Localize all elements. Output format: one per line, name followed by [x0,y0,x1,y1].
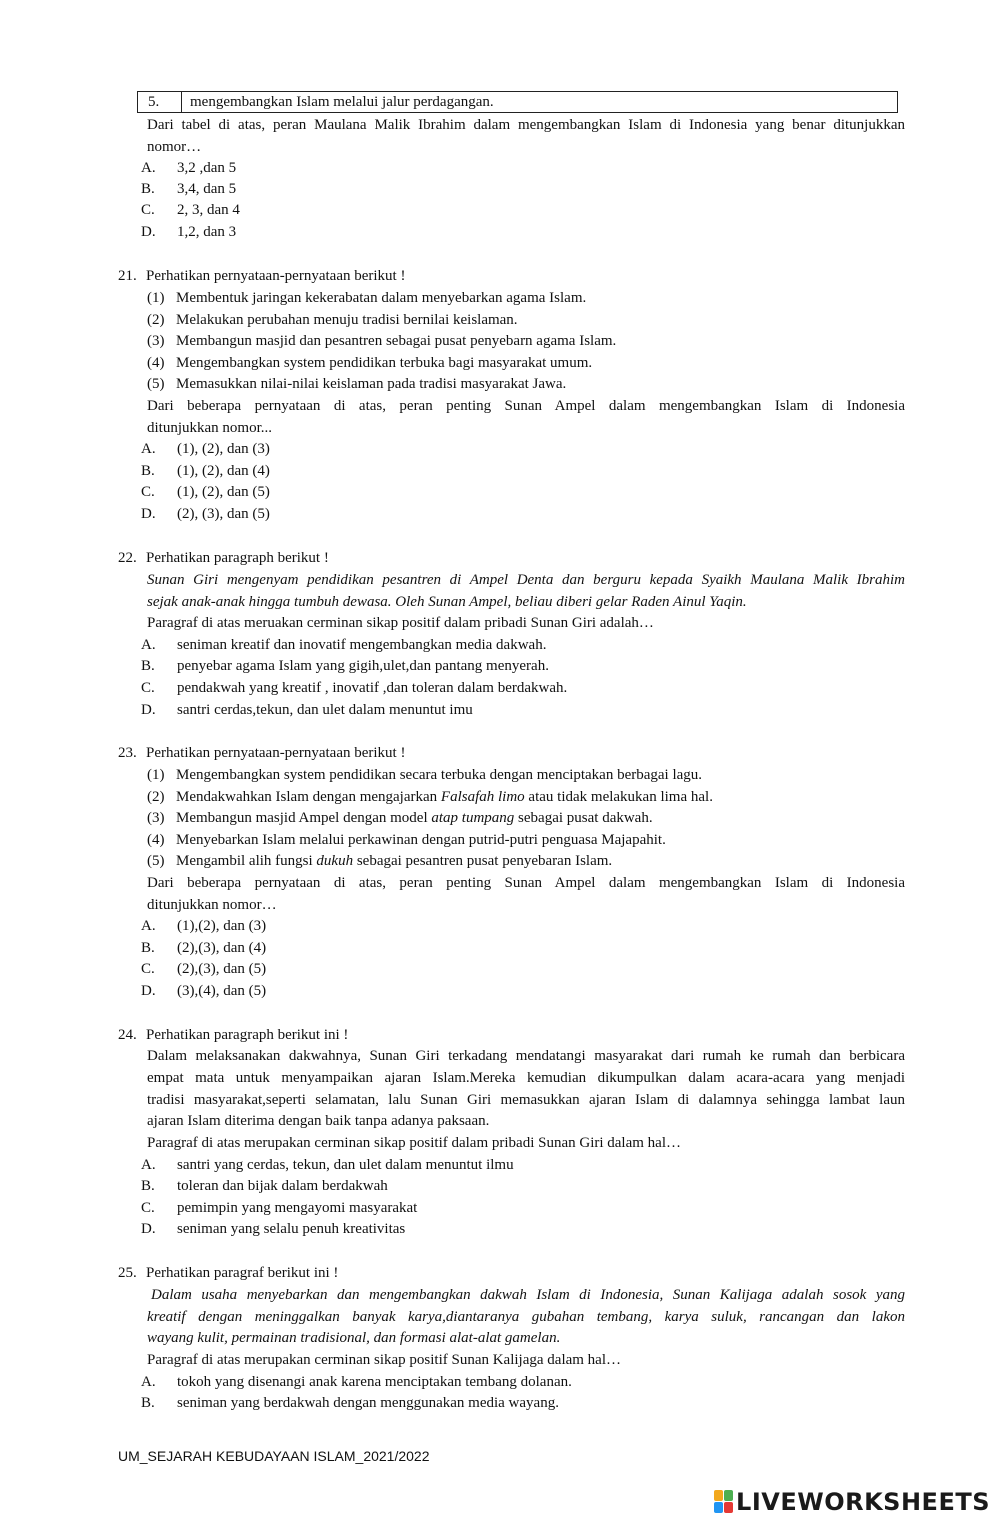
q22-option-c[interactable]: C. pendakwah yang kreatif , inovatif ,dan toleran dalam berdakwah. [141,680,568,696]
q21-statement: (1) Membentuk jaringan kekerabatan dalam menyebarkan agama Islam. [147,290,587,306]
table-row-text: mengembangkan Islam melalui jalur perdagangan. [190,93,494,110]
q23-option-d[interactable]: D. (3),(4), dan (5) [141,983,267,999]
brand-text: LIVEWORKSHEETS [736,1488,990,1516]
table-row-number: 5. [138,92,182,112]
q20-option-a[interactable]: A. 3,2 ,dan 5 [141,160,237,176]
q21-stem-line2: ditunjukkan nomor... [147,420,272,436]
q21-option-a[interactable]: A. (1), (2), dan (3) [141,441,270,457]
q23-statement: (3) Membangun masjid Ampel dengan model atap tumpang sebagai pusat dakwah. [147,810,653,826]
q22-stem: Paragraf di atas meruakan cerminan sikap positif dalam pribadi Sunan Giri adalah… [147,615,654,631]
q22-paragraph-line2: sejak anak-anak hingga tumbuh dewasa. Oleh Sunan Ampel, beliau diberi gelar Raden Ainul Yaqin. [147,594,747,610]
q22-option-d[interactable]: D. santri cerdas,tekun, dan ulet dalam menuntut imu [141,702,473,718]
q24-stem: Paragraf di atas merupakan cerminan sikap positif dalam pribadi Sunan Giri dalam hal… [147,1135,682,1151]
q21-stem-line1: Dari beberapa pernyataan di atas, peran penting Sunan Ampel dalam mengembangkan Islam di Indonesia [147,398,905,414]
q24-header: 24. Perhatikan paragraph berikut ini ! [118,1027,349,1043]
q20-option-d[interactable]: D. 1,2, dan 3 [141,224,237,240]
page-footer: UM_SEJARAH KEBUDAYAAN ISLAM_2021/2022 [118,1448,430,1464]
q25-stem: Paragraf di atas merupakan cerminan sikap positif Sunan Kalijaga dalam hal… [147,1352,622,1368]
q23-statement: (4) Menyebarkan Islam melalui perkawinan dengan putrid-putri penguasa Majapahit. [147,832,666,848]
q23-stem-line1: Dari beberapa pernyataan di atas, peran penting Sunan Ampel dalam mengembangkan Islam di Indonesia [147,875,905,891]
q24-option-a[interactable]: A. santri yang cerdas, tekun, dan ulet dalam menuntut ilmu [141,1157,514,1173]
q23-option-b[interactable]: B. (2),(3), dan (4) [141,940,267,956]
q22-option-b[interactable]: B. penyebar agama Islam yang gigih,ulet,dan pantang menyerah. [141,658,549,674]
q21-statement: (3) Membangun masjid dan pesantren sebagai pusat penyebarn agama Islam. [147,333,617,349]
q20-stem-line2: nomor… [147,139,202,155]
q25-option-b[interactable]: B. seniman yang berdakwah dengan menggunakan media wayang. [141,1395,559,1411]
q25-header: 25. Perhatikan paragraf berikut ini ! [118,1265,339,1281]
q21-option-c[interactable]: C. (1), (2), dan (5) [141,484,270,500]
q24-option-c[interactable]: C. pemimpin yang mengayomi masyarakat [141,1200,418,1216]
q22-paragraph-line1: Sunan Giri mengenyam pendidikan pesantren di Ampel Denta dan berguru kepada Syaikh Maulana Malik Ibrahim [147,572,905,588]
q20-stem-line1: Dari tabel di atas, peran Maulana Malik Ibrahim dalam mengembangkan Islam di Indonesia yang benar ditunjukkan [147,117,905,133]
q21-statement: (5) Memasukkan nilai-nilai keislaman pada tradisi masyarakat Jawa. [147,376,567,392]
q25-paragraph-line2: kreatif dengan meninggalkan banyak karya,diantaranya gubahan tembang, karya suluk, rancangan dan lakon [147,1309,905,1325]
q23-option-a[interactable]: A. (1),(2), dan (3) [141,918,267,934]
q24-paragraph-line2: empat mata untuk menyampaikan ajaran Islam.Mereka kemudian dikumpulkan dalam acara-acara yang menjadi [147,1070,905,1086]
q24-paragraph-line1: Dalam melaksanakan dakwahnya, Sunan Giri terkadang mendatangi masyarakat dari rumah ke rumah dan berbicara [147,1048,905,1064]
q25-paragraph-line1: Dalam usaha menyebarkan dan mengembangkan dakwah Islam di Indonesia, Sunan Kalijaga adalah sosok yang [151,1287,905,1303]
q22-header: 22. Perhatikan paragraph berikut ! [118,550,329,566]
q25-paragraph-line3: wayang kulit, permainan tradisional, dan formasi alat-alat gamelan. [147,1330,561,1346]
q21-header: 21. Perhatikan pernyataan-pernyataan berikut ! [118,268,406,284]
q25-option-a[interactable]: A. tokoh yang disenangi anak karena menciptakan tembang dolanan. [141,1374,572,1390]
q24-option-d[interactable]: D. seniman yang selalu penuh kreativitas [141,1221,406,1237]
q23-stem-line2: ditunjukkan nomor… [147,897,277,913]
q23-header: 23. Perhatikan pernyataan-pernyataan berikut ! [118,745,406,761]
q24-paragraph-line4: ajaran Islam diterima dengan baik tanpa adanya paksaan. [147,1113,490,1129]
q20-option-c[interactable]: C. 2, 3, dan 4 [141,202,240,218]
q21-statement: (2) Melakukan perubahan menuju tradisi bernilai keislaman. [147,312,518,328]
table-row [137,91,898,113]
liveworksheets-brand[interactable] [714,1488,990,1516]
q21-statement: (4) Mengembangkan system pendidikan terbuka bagi masyarakat umum. [147,355,593,371]
q24-option-b[interactable]: B. toleran dan bijak dalam berdakwah [141,1178,388,1194]
q23-statement: (2) Mendakwahkan Islam dengan mengajarkan Falsafah limo atau tidak melakukan lima hal. [147,789,713,805]
liveworksheets-logo-icon [714,1490,734,1514]
q23-option-c[interactable]: C. (2),(3), dan (5) [141,961,267,977]
q21-option-b[interactable]: B. (1), (2), dan (4) [141,463,270,479]
q22-option-a[interactable]: A. seniman kreatif dan inovatif mengembangkan media dakwah. [141,637,547,653]
q21-option-d[interactable]: D. (2), (3), dan (5) [141,506,270,522]
q23-statement: (1) Mengembangkan system pendidikan secara terbuka dengan menciptakan berbagai lagu. [147,767,703,783]
q24-paragraph-line3: tradisi masyarakat,seperti selamatan, lalu Sunan Giri memasukkan ajaran Islam di dalamnya sehingga lambat laun [147,1092,905,1108]
q20-option-b[interactable]: B. 3,4, dan 5 [141,181,237,197]
q23-statement: (5) Mengambil alih fungsi dukuh sebagai pesantren pusat penyebaran Islam. [147,853,613,869]
